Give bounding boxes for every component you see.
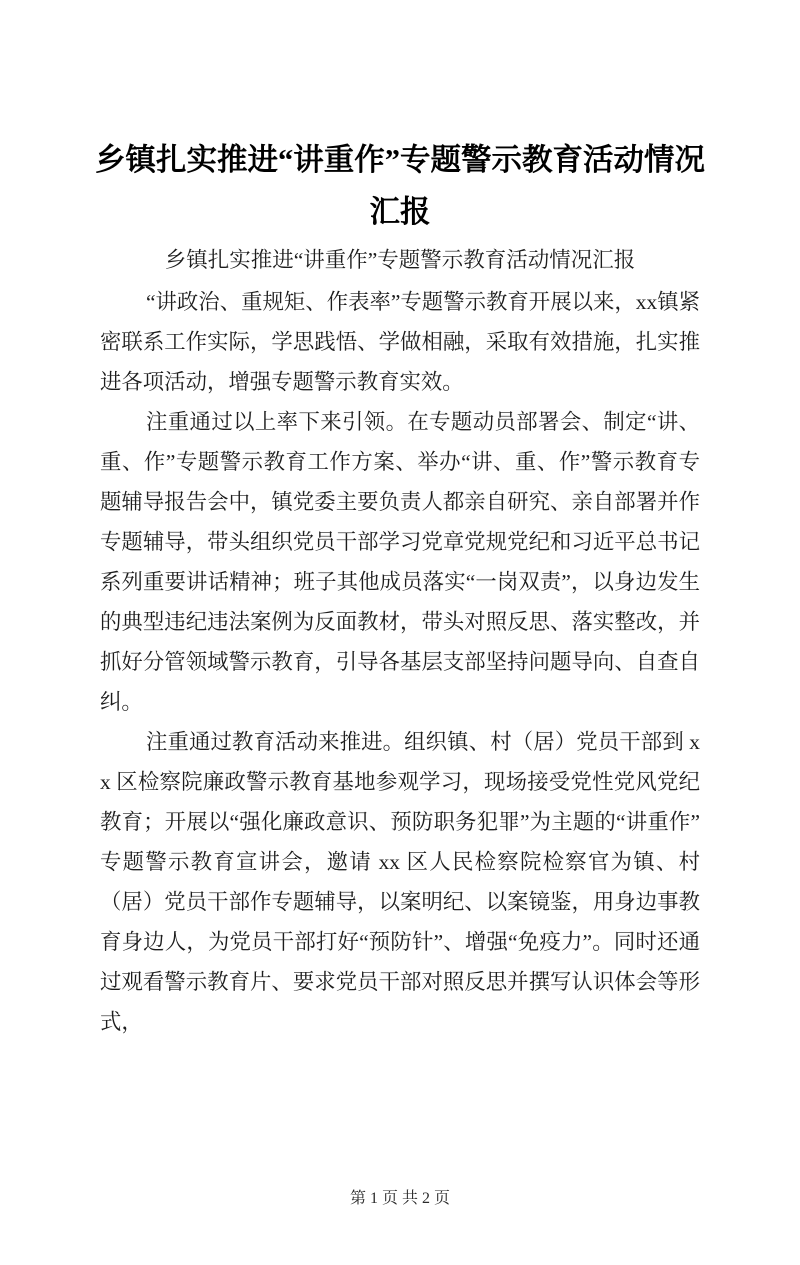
document-page: [0, 134, 800, 1265]
body-paragraph: “讲政治、重规矩、作表率”专题警示教育开展以来，xx镇紧密联系工作实际，学思践悟、学做相融，采取有效措施，扎实推进各项活动，增强专题警示教育实效。: [100, 290, 700, 394]
document-subtitle: 乡镇扎实推进“讲重作”专题警示教育活动情况汇报: [164, 248, 636, 272]
document-body: [100, 282, 700, 1042]
document-title: 乡镇扎实推进“讲重作”专题警示教育活动情况汇报: [95, 143, 705, 229]
body-paragraph: 注重通过以上率下来引领。在专题动员部署会、制定“讲、重、作”专题警示教育工作方案、举办“讲、重、作”警示教育专题辅导报告会中，镇党委主要负责人都亲自研究、亲自部署并作专题辅导，带头组织党员干部学习党章党规党纪和习近平总书记系列重要讲话精神；班子其他成员落实“一岗双责”，以身边发生的典型违纪违法案例为反面教材，带头对照反思、落实整改，并抓好分管领域警示教育，引导各基层支部坚持问题导向、自查自纠。: [100, 410, 700, 714]
body-paragraph: 注重通过教育活动来推进。组织镇、村（居）党员干部到 xx 区检察院廉政警示教育基地参观学习，现场接受党性党风党纪教育；开展以“强化廉政意识、预防职务犯罪”为主题的“讲重作”专题警示教育宣讲会，邀请 xx 区人民检察院检察官为镇、村（居）党员干部作专题辅导，以案明纪、以案镜鉴，用身边事教育身边人，为党员干部打好“预防针”、增强“免疫力”。同时还通过观看警示教育片、要求党员干部对照反思并撰写认识体会等形式，: [100, 730, 700, 1034]
page-number-footer: 第 1 页 共 2 页: [349, 1190, 450, 1207]
